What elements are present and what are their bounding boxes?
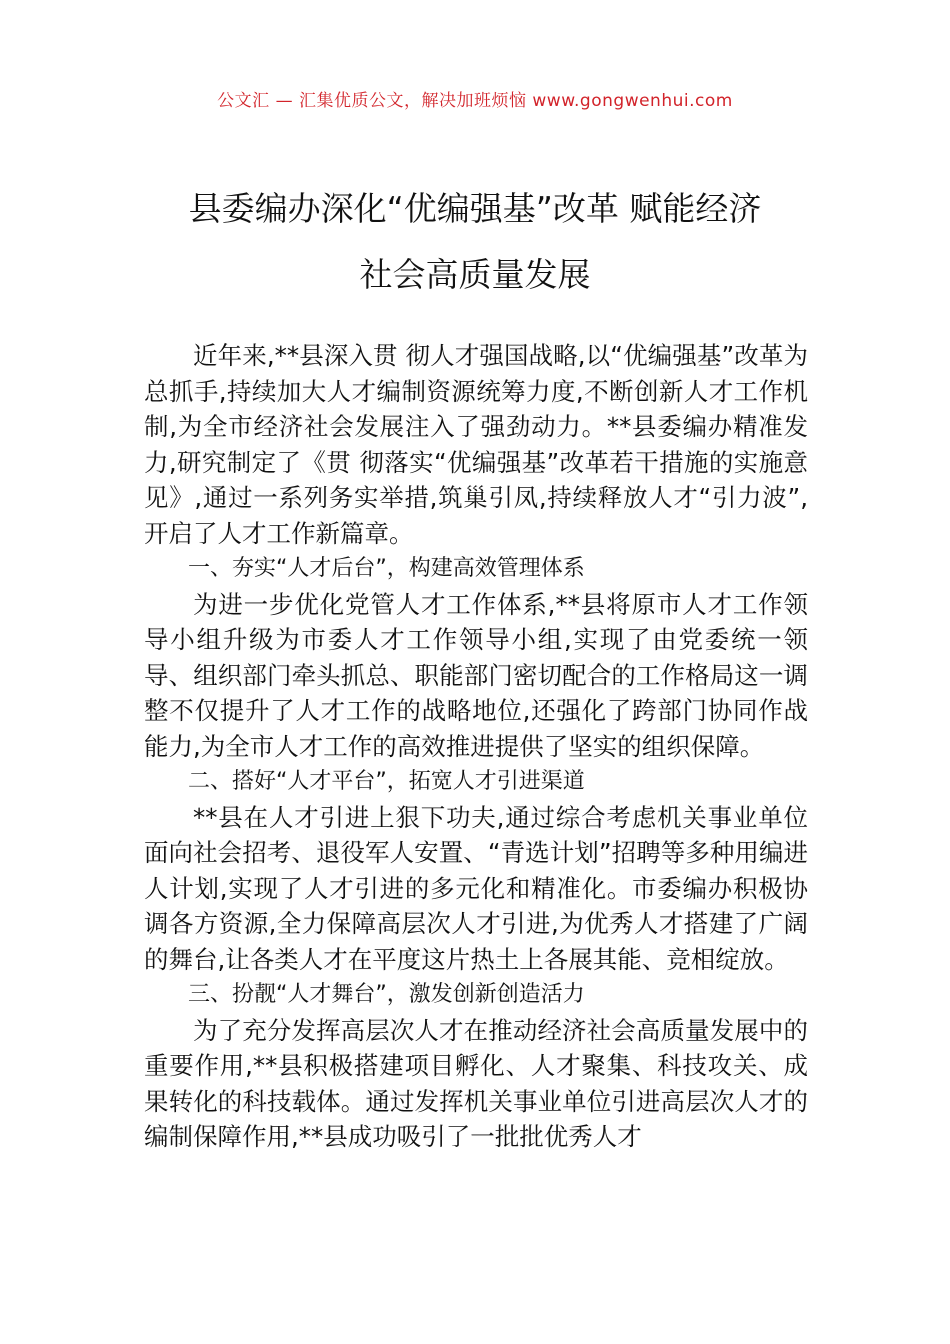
section-heading-2: 二、搭好“人才平台”，拓宽人才引进渠道 xyxy=(188,769,585,794)
section-paragraph-1: 为进一步优化党管人才工作体系,**县将原市人才工作领导小组升级为市委人才工作领导小组,实现了由党委统一领导、组织部门牵头抓总、职能部门密切配合的工作格局这一调整不仅提升了人才工作的战略地位,还强化了跨部门协同作战能力,为全市人才工作的高效推进提供了坚实的组织保障。 xyxy=(144,589,808,761)
intro-paragraph: 近年来,**县深入贯 彻人才强国战略,以“优编强基”改革为总抓手,持续加大人才编制资源统筹力度,不断创新人才工作机制,为全市经济社会发展注入了强劲动力。**县委编办精准发力,研究制定了《贯 彻落实“优编强基”改革若干措施的实施意见》,通过一系列务实举措,筑巢引凤,持续释放人才“引力波”,开启了人才工作新篇章。 xyxy=(144,341,808,548)
title-line-1: 县委编办深化“优编强基”改革 赋能经济 xyxy=(188,189,762,228)
document-body xyxy=(144,338,808,1155)
section-paragraph-3: 为了充分发挥高层次人才在推动经济社会高质量发展中的重要作用,**县积极搭建项目孵化、人才聚集、科技攻关、成果转化的科技载体。通过发挥机关事业单位引进高层次人才的编制保障作用,**县成功吸引了一批批优秀人才 xyxy=(144,1015,808,1151)
section-heading-1: 一、夯实“人才后台”，构建高效管理体系 xyxy=(188,556,585,581)
title-line-2: 社会高质量发展 xyxy=(359,255,591,294)
header-banner[interactable]: 公文汇 — 汇集优质公文，解决加班烦恼 www.gongwenhui.com xyxy=(217,91,733,111)
document-title xyxy=(120,176,830,308)
section-paragraph-2: **县在人才引进上狠下功夫,通过综合考虑机关事业单位面向社会招考、退役军人安置、“青选计划”招聘等多种用编进人计划,实现了人才引进的多元化和精准化。市委编办积极协调各方资源,全力保障高层次人才引进,为优秀人才搭建了广阔的舞台,让各类人才在平度这片热土上各展其能、竞相绽放。 xyxy=(144,802,808,974)
section-heading-3: 三、扮靓“人才舞台”，激发创新创造活力 xyxy=(188,982,585,1007)
